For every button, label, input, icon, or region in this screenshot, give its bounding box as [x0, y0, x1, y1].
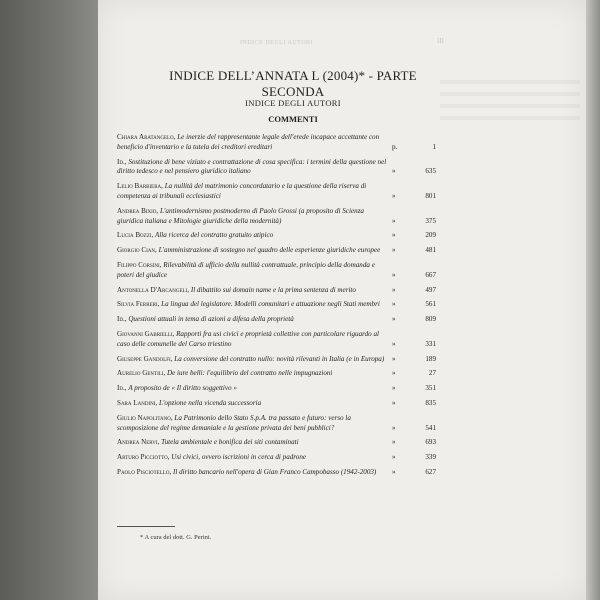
index-entry: [117, 133, 436, 153]
entry-author: Lelio Barbiera,: [117, 182, 163, 191]
entry-title: Questioni attuali in tema di azioni a difesa della proprietà: [128, 315, 294, 324]
index-entry: [117, 438, 436, 448]
entry-text: [117, 330, 436, 350]
footnote-divider: [117, 526, 175, 527]
entry-title: Rapporti fra usi civici e proprietà collettive con particolare riguardo al caso delle comunelle del Carso triestino: [117, 329, 380, 348]
entry-text: [117, 300, 436, 310]
entry-title: L'opzione nella vicenda successoria: [158, 398, 262, 407]
index-entry: [117, 369, 436, 379]
entry-page-number: 667: [425, 270, 436, 279]
index-entry: [117, 330, 436, 350]
entry-text: [117, 133, 436, 153]
index-entry: [117, 300, 436, 310]
index-entry: [117, 207, 436, 227]
entry-title: L'amministrazione di sostegno nel quadro delle esperienze giuridiche europee: [158, 246, 381, 255]
entry-text: [117, 438, 436, 448]
index-entry: [117, 355, 436, 365]
entry-page-marker: »: [392, 300, 396, 309]
entry-page-number: 209: [425, 231, 436, 240]
entry-author: Giuseppe Gandolfi,: [117, 354, 173, 363]
entry-author: Filippo Corsini,: [117, 260, 162, 269]
entry-author: Antonella D'Arcangeli,: [117, 285, 190, 294]
index-entry: [117, 246, 436, 256]
entry-page-ref: [392, 453, 436, 463]
entry-page-ref: [392, 246, 436, 256]
entry-author: Lucia Bozzi,: [117, 231, 154, 240]
entry-author: Chiara Abatangelo,: [117, 133, 176, 141]
entry-page-marker: »: [392, 423, 396, 432]
entry-text: [117, 384, 436, 394]
entry-page-number: 481: [425, 246, 436, 255]
entry-title: La lingua del legislatore. Modelli comunitari e attuazione negli Stati membri: [161, 300, 380, 309]
index-entry: [117, 261, 436, 281]
entry-text: [117, 414, 436, 434]
entry-page-number: 497: [425, 285, 436, 294]
entry-page-ref: [392, 438, 436, 448]
index-entry: [117, 315, 436, 325]
entry-page-ref: [392, 167, 436, 177]
entry-page-number: 375: [425, 216, 436, 225]
entry-page-marker: »: [392, 270, 396, 279]
entry-title: A proposito de « Il diritto soggettivo »: [128, 384, 237, 393]
index-entry: [117, 286, 436, 296]
entry-title: Tutela ambientale e bonifica dei siti contaminati: [161, 438, 299, 447]
section-heading: COMMENTI: [268, 114, 318, 124]
entry-text: [117, 369, 436, 379]
entry-page-marker: »: [392, 285, 396, 294]
show-through-line: [440, 116, 580, 120]
entry-text: [117, 286, 436, 296]
entry-page-ref: [392, 340, 436, 350]
entry-title: La nullità del matrimonio concordatario e la questione della riserva di competenza ai tribunali ecclesiastici: [117, 182, 367, 200]
entry-text: [117, 468, 436, 478]
index-entry: [117, 468, 436, 478]
entry-page-marker: »: [392, 339, 396, 348]
entry-title: Il diritto bancario nell'opera di Gian Franco Campobasso (1942-2003): [173, 467, 377, 476]
entry-page-marker: »: [392, 354, 396, 363]
entry-page-number: 27: [428, 369, 436, 378]
entry-list: [117, 133, 436, 483]
entry-text: [117, 399, 436, 409]
index-entry: [117, 231, 436, 241]
entry-author: Arturo Picciotto,: [117, 453, 170, 462]
entry-author: Aurelio Gentili,: [117, 369, 166, 378]
entry-page-ref: [392, 286, 436, 296]
entry-page-ref: [392, 300, 436, 310]
entry-page-marker: »: [392, 216, 396, 225]
entry-text: [117, 231, 436, 241]
entry-page-ref: [392, 315, 436, 325]
entry-title: Usi civici, ovvero iscrizioni in cerca di padrone: [171, 453, 307, 462]
entry-page-ref: [392, 217, 436, 227]
index-entry: [117, 182, 436, 202]
entry-author: Giovanni Gabrielli,: [117, 329, 175, 338]
entry-page-marker: »: [392, 467, 396, 476]
index-entry: [117, 399, 436, 409]
entry-page-ref: [392, 384, 436, 394]
show-through-line: [440, 80, 580, 84]
entry-author: Id.,: [117, 384, 127, 393]
entry-title: La conversione del contratto nullo: novità rilevanti in Italia (e in Europa): [174, 354, 385, 363]
entry-page-ref: [392, 424, 436, 434]
entry-title: De iure belli: l'equilibrio del contratto nelle impugnazioni: [167, 369, 333, 378]
entry-text: [117, 182, 436, 202]
entry-page-number: 693: [425, 438, 436, 447]
page-edge-right: [586, 0, 600, 600]
entry-page-marker: »: [392, 231, 396, 240]
entry-page-ref: [392, 369, 436, 379]
entry-author: Id.,: [117, 315, 127, 324]
index-title: INDICE DELL’ANNATA L (2004)* - PARTE SECONDA: [169, 68, 417, 99]
entry-title: Alla ricerca del contratto gratuito atipico: [155, 231, 274, 240]
index-entry: [117, 158, 436, 178]
entry-page-ref: [392, 468, 436, 478]
entry-page-number: 635: [425, 167, 436, 176]
entry-page-marker: »: [392, 384, 396, 393]
entry-page-marker: »: [392, 315, 396, 324]
entry-page-marker: »: [392, 167, 396, 176]
entry-page-marker: »: [392, 191, 396, 200]
entry-text: [117, 158, 436, 178]
show-through-line: [440, 104, 580, 108]
entry-text: [117, 261, 436, 281]
entry-title: L'antimodernismo postmoderno di Paolo Grossi (a proposito di Scienza giuridica italiana e Mitologie giuridiche della modernità): [117, 206, 364, 225]
entry-page-number: 331: [425, 339, 436, 348]
entry-page-number: 351: [425, 384, 436, 393]
entry-page-ref: [392, 355, 436, 365]
entry-author: Andrea Nervi,: [117, 438, 160, 447]
entry-text: [117, 355, 436, 365]
entry-text: [117, 207, 436, 227]
show-through-line: [440, 92, 580, 96]
entry-author: Paolo Pisciotello,: [117, 467, 172, 476]
entry-page-ref: [392, 399, 436, 409]
entry-page-ref: [392, 271, 436, 281]
entry-page-marker: p.: [392, 142, 398, 151]
adjacent-page-left: [0, 0, 98, 600]
entry-page-ref: [392, 143, 436, 153]
footnote: * A cura del dott. G. Perini.: [140, 534, 212, 541]
entry-title: Rilevabilità di ufficio della nullità contrattuale, principio della domanda e poteri del giudice: [117, 260, 375, 279]
entry-author: Andrea Bixio,: [117, 206, 159, 215]
entry-page-number: 339: [425, 453, 436, 462]
running-head: INDICE DEGLI AUTORI: [240, 40, 314, 46]
entry-title: Le inerzie del rappresentante legale dell'erede incapace accettante con beneficio d'inventario e la tutela dei creditori ereditari: [117, 133, 380, 151]
entry-page-number: 627: [425, 467, 436, 476]
entry-text: [117, 453, 436, 463]
entry-author: Id.,: [117, 157, 127, 166]
entry-title: Il dibattito sui domain name e la prima sentenza di merito: [190, 285, 356, 294]
entry-page-marker: »: [392, 246, 396, 255]
running-page-number: III: [437, 37, 444, 45]
index-entry: [117, 453, 436, 463]
entry-author: Silvia Ferreri,: [117, 300, 160, 309]
entry-page-number: 835: [425, 398, 436, 407]
entry-author: Giorgio Cian,: [117, 246, 157, 255]
entry-page-marker: »: [392, 453, 396, 462]
entry-page-ref: [392, 192, 436, 202]
entry-page-ref: [392, 231, 436, 241]
entry-text: [117, 315, 436, 325]
entry-page-marker: »: [392, 438, 396, 447]
index-entry: [117, 414, 436, 434]
entry-page-number: 189: [425, 354, 436, 363]
entry-text: [117, 246, 436, 256]
entry-title: La Patrimonio dello Stato S.p.A. tra passato e futuro: verso la scomposizione del regime demaniale e la gestione privata dei beni pubblici?: [117, 413, 351, 432]
entry-author: Sara Landini,: [117, 398, 158, 407]
entry-title: Sostituzione di bene viziato e contrattazione di cosa specifica: i termini della questione nel diritto tedesco e nel pensiero giuridico italiano: [117, 157, 387, 176]
entry-page-number: 561: [425, 300, 436, 309]
index-entry: [117, 384, 436, 394]
entry-page-number: 541: [425, 423, 436, 432]
entry-page-number: 809: [425, 315, 436, 324]
entry-page-number: 1: [432, 142, 436, 151]
entry-author: Giulio Napolitano,: [117, 413, 173, 422]
index-subtitle: INDICE DEGLI AUTORI: [245, 98, 341, 108]
entry-page-number: 801: [425, 191, 436, 200]
entry-page-marker: »: [392, 398, 396, 407]
entry-page-marker: »: [392, 369, 396, 378]
